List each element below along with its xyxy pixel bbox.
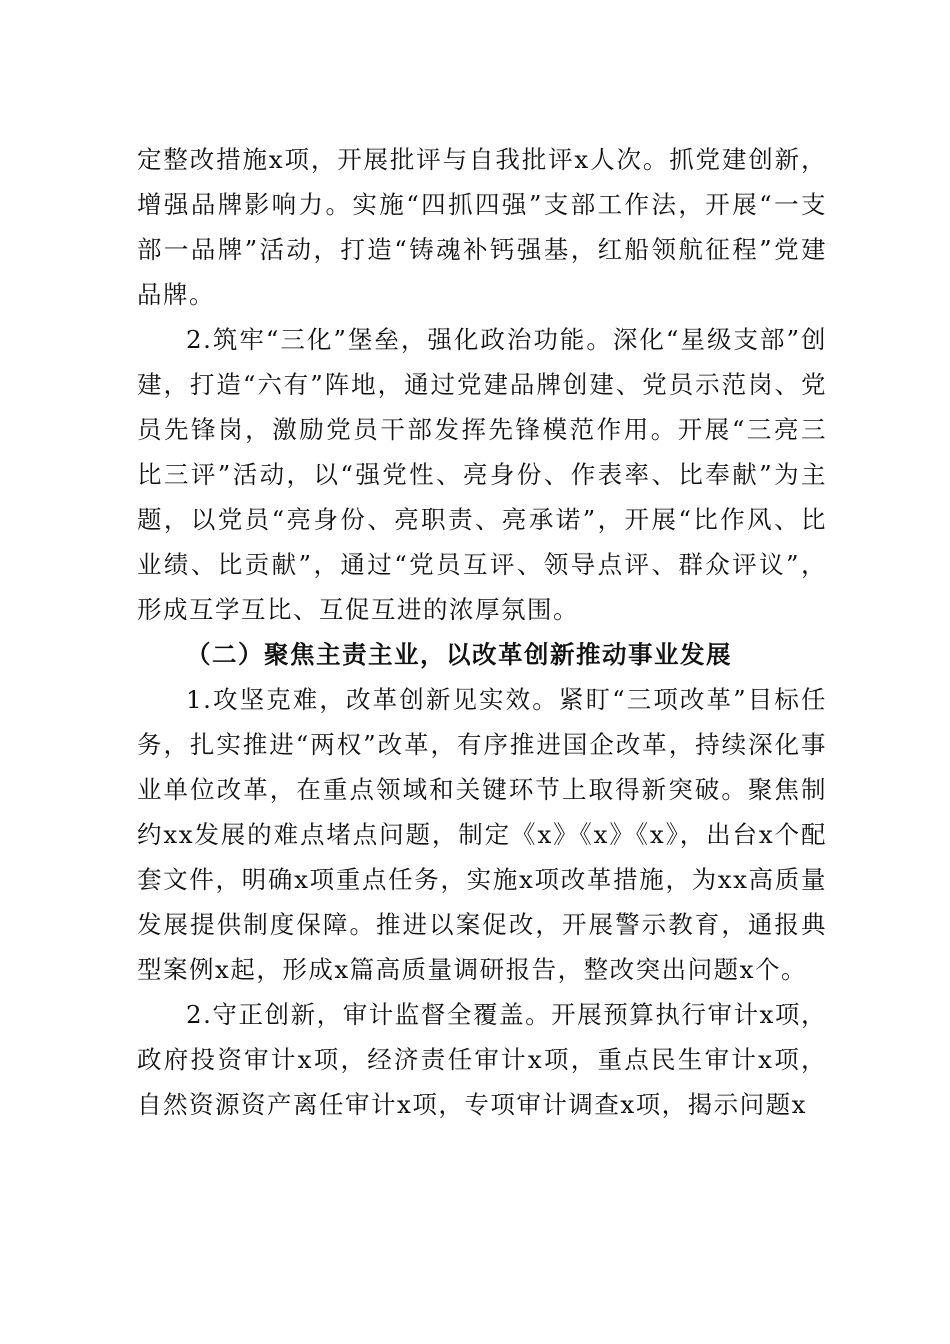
paragraph-continuation: 定整改措施x项，开展批评与自我批评x人次。抓党建创新，增强品牌影响力。实施“四抓四强”支部工作法，开展“一支部一品牌”活动，打造“铸魂补钙强基，红船领航征程”党建品牌。 [137,145,827,309]
section-heading-2: （二）聚焦主责主业，以改革创新推动事业发展 [186,640,732,669]
document-body [137,137,827,1127]
paragraph-item-2-party-building: 2.筑牢“三化”堡垒，强化政治功能。深化“星级支部”创建，打造“六有”阵地，通过党建品牌创建、党员示范岗、党员先锋岗，激励党员干部发挥先锋模范作用。开展“三亮三比三评”活动，以“强党性、亮身份、作表率、比奉献”为主题，以党员“亮身份、亮职责、亮承诺”，开展“比作风、比业绩、比贡献”，通过“党员互评、领导点评、群众评议”，形成互学互比、互促互进的浓厚氛围。 [137,325,827,624]
paragraph-item-1-reform: 1.攻坚克难，改革创新见实效。紧盯“三项改革”目标任务，扎实推进“两权”改革，有序推进国企改革，持续深化事业单位改革，在重点领域和关键环节上取得新突破。聚焦制约xx发展的难点堵点问题，制定《x》《x》《x》，出台x个配套文件，明确x项重点任务，实施x项改革措施，为xx高质量发展提供制度保障。推进以案促改，开展警示教育，通报典型案例x起，形成x篇高质量调研报告，整改突出问题x个。 [137,685,827,984]
paragraph-item-2-audit: 2.守正创新，审计监督全覆盖。开展预算执行审计x项，政府投资审计x项，经济责任审计x项，重点民生审计x项，自然资源资产离任审计x项，专项审计调查x项，揭示问题x [137,1000,827,1119]
